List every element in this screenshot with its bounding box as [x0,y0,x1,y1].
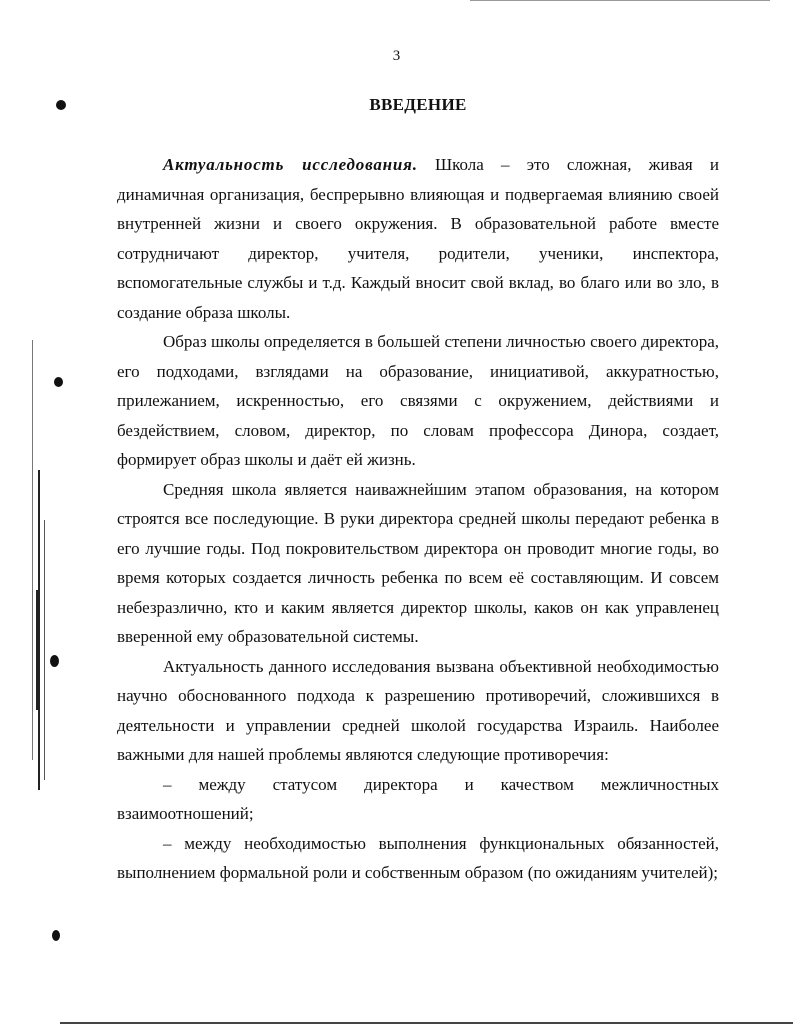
binding-shadow-4 [36,590,39,710]
binding-shadow-3 [44,520,45,780]
punch-hole-mark-bottom [52,930,60,941]
document-body [117,150,719,888]
punch-hole-mark-lower [50,655,59,667]
top-scan-line [470,0,770,1]
paragraph-secondary-school: Средняя школа является наиважнейшим этапом образования, на котором строятся все последующие. В руки директора средней школы передают ребенка в его лучшие годы. Под покровительством директора он проводит многие годы, во время которых создается личность ребенка по всем её составляющим. И совсем небезразлично, кто и каким является директор школы, каков он как управленец вверенной ему образовательной системы. [117,479,719,646]
page-number: 3 [392,48,401,64]
relevance-lead: Актуальность исследования. [163,155,418,174]
relevance-text: Школа – это сложная, живая и динамичная организация, беспрерывно влияющая и подвергаемая влиянию своей внутренней жизни и своего окружения. В образовательной работе вместе сотрудничают директор, учителя, родители, ученики, инспектора, вспомогательные службы и т.д. Каждый вносит свой вклад, во благо или во зло, в создание образа школы. [117,155,719,322]
list-item-contradiction-2: – между необходимостью выполнения функциональных обязанностей, выполнением формальной роли и собственным образом (по ожиданиям учителей); [117,833,719,882]
punch-hole-mark-middle [54,377,63,387]
paragraph-school-image: Образ школы определяется в большей степени личностью своего директора, его подходами, взглядами на образование, инициативой, аккуратностью, прилежанием, искренностью, его связями с окружением, действиями и бездействием, словом, директор, по словам профессора Динора, создает, формирует образ школы и даёт ей жизнь. [117,332,719,469]
list-item-contradiction-1: – между статусом директора и качеством межличностных взаимоотношений; [117,774,719,823]
paragraph-research-relevance: Актуальность данного исследования вызвана объективной необходимостью научно обоснованного подхода к разрешению противоречий, сложившихся в деятельности и управлении средней школой государства Израиль. Наиболее важными для нашей проблемы являются следующие противоречия: [117,656,719,764]
section-title: ВВЕДЕНИЕ [369,95,467,114]
bottom-scan-line [60,1022,793,1024]
binding-shadow-1 [32,340,33,760]
paragraph-relevance [117,150,719,327]
